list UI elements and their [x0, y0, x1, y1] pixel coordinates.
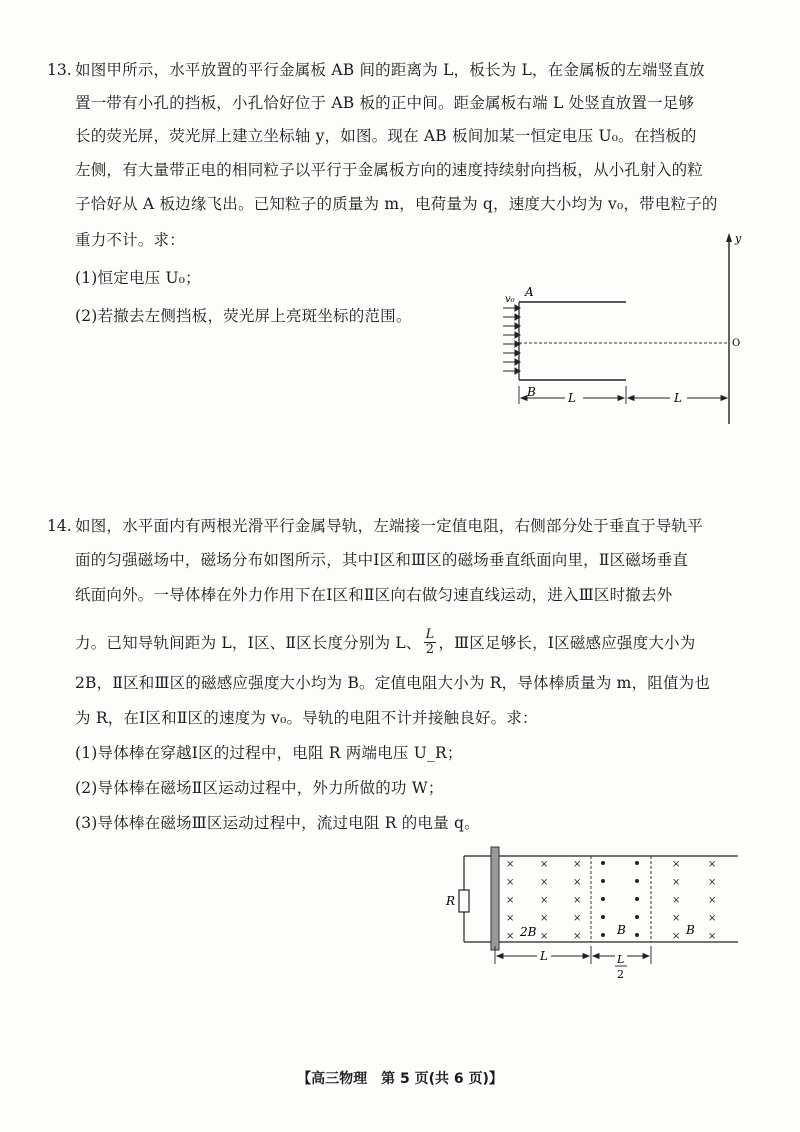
sub-question: (1)导体棒在穿越Ⅰ区的过程中，电阻 R 两端电压 U_R； — [75, 744, 463, 762]
plate-b-label: B — [527, 385, 536, 399]
y-axis-arrow-icon — [726, 233, 732, 242]
resistor-label: R — [446, 894, 456, 908]
sub-question: (3)导体棒在磁场Ⅲ区运动过程中，流过电阻 R 的电量 q。 — [75, 814, 480, 832]
sub-question: (1)恒定电压 U₀； — [75, 269, 201, 287]
svg-text:×: × — [672, 895, 681, 906]
svg-text:×: × — [506, 913, 515, 924]
fraction-denominator: 2 — [425, 642, 435, 657]
particle-arrows — [503, 305, 520, 374]
svg-text:×: × — [708, 877, 717, 888]
conductor-rod — [491, 847, 499, 950]
svg-text:×: × — [573, 859, 582, 870]
svg-text:×: × — [708, 931, 717, 942]
question-text-line: 为 R，在Ⅰ区和Ⅱ区的速度为 v₀。导轨的电阻不计并接触良好。求： — [75, 709, 538, 727]
field-label-1: 2B — [520, 925, 537, 939]
svg-text:×: × — [573, 895, 582, 906]
svg-text:×: × — [672, 877, 681, 888]
field-label-2: B — [617, 923, 626, 937]
q13-figure — [495, 228, 755, 428]
cross-mark-icon: × — [540, 931, 549, 942]
q14-figure — [440, 842, 740, 990]
svg-text:×: × — [506, 859, 515, 870]
question-text-line: 面的匀强磁场中，磁场分布如图所示，其中Ⅰ区和Ⅲ区的磁场垂直纸面向里，Ⅱ区磁场垂直 — [75, 551, 689, 569]
page-footer: 【高三物理 第 5 页(共 6 页)】 — [297, 1071, 503, 1087]
question-text-line: 长的荧光屏，荧光屏上建立坐标轴 y，如图。现在 AB 板间加某一恒定电压 U₀。在挡板的 — [75, 127, 697, 145]
fraction — [424, 628, 437, 657]
question-number: 13. — [47, 61, 72, 79]
dim-label-L: L — [540, 949, 548, 963]
dim-label-1: L — [568, 391, 576, 405]
svg-text:×: × — [506, 895, 515, 906]
svg-text:×: × — [573, 913, 582, 924]
sub-question: (2)若撤去左侧挡板，荧光屏上亮斑坐标的范围。 — [75, 307, 412, 325]
text-segment: ，Ⅲ区足够长，Ⅰ区磁感应强度大小为 — [438, 633, 696, 652]
origin-label: O — [732, 338, 741, 349]
question-text-line: 左侧，有大量带正电的相同粒子以平行于金属板方向的速度持续射向挡板，从小孔射入的粒 — [75, 161, 704, 179]
question-number: 14. — [47, 517, 72, 535]
field-label-3: B — [686, 923, 695, 937]
question-text-line: 重力不计。求： — [75, 231, 185, 249]
dim-label-2: L — [674, 391, 682, 405]
svg-text:×: × — [708, 895, 717, 906]
question-text-line — [75, 628, 695, 657]
field-into-page-region-1 — [506, 859, 581, 942]
question-text-line: 子恰好从 A 板边缘飞出。已知粒子的质量为 m，电荷量为 q，速度大小均为 v₀，带电粒子的 — [75, 195, 718, 213]
svg-text:×: × — [708, 859, 717, 870]
resistor — [459, 890, 469, 912]
svg-text:×: × — [540, 895, 549, 906]
svg-text:×: × — [672, 859, 681, 870]
svg-text:×: × — [506, 931, 515, 942]
sub-question: (2)导体棒在磁场Ⅱ区运动过程中，外力所做的功 W； — [75, 779, 444, 797]
question-text-line: 2B，Ⅱ区和Ⅲ区的磁感应强度大小均为 B。定值电阻大小为 R，导体棒质量为 m，阻值为也 — [75, 674, 711, 692]
y-axis-label: y — [735, 232, 742, 245]
svg-text:×: × — [506, 877, 515, 888]
svg-text:×: × — [540, 859, 549, 870]
question-text-line: 置一带有小孔的挡板，小孔恰好位于 AB 板的正中间。距金属板右端 L 处竖直放置一足够 — [75, 94, 695, 112]
fraction-numerator: L — [425, 627, 435, 642]
question-text-line: 如图，水平面内有两根光滑平行金属导轨，左端接一定值电阻，右侧部分处于垂直于导轨平 — [75, 517, 704, 535]
question-text-line: 如图甲所示，水平放置的平行金属板 AB 间的距离为 L，板长为 L，在金属板的左端竖直放 — [75, 61, 705, 79]
svg-text:×: × — [672, 931, 681, 942]
dim-label-half-num: L — [617, 953, 625, 966]
plate-a-label: A — [525, 285, 534, 299]
svg-text:×: × — [573, 877, 582, 888]
svg-text:×: × — [540, 877, 549, 888]
svg-text:×: × — [540, 913, 549, 924]
question-text-line: 纸面向外。一导体棒在外力作用下在Ⅰ区和Ⅱ区向右做匀速直线运动，进入Ⅲ区时撤去外 — [75, 586, 673, 604]
dim-label-half-den: 2 — [617, 968, 624, 981]
text-segment: 力。已知导轨间距为 L，Ⅰ区、Ⅱ区长度分别为 L、 — [75, 633, 422, 652]
velocity-label: v₀ — [505, 294, 515, 305]
svg-text:×: × — [708, 913, 717, 924]
svg-text:×: × — [573, 931, 582, 942]
svg-text:×: × — [672, 913, 681, 924]
